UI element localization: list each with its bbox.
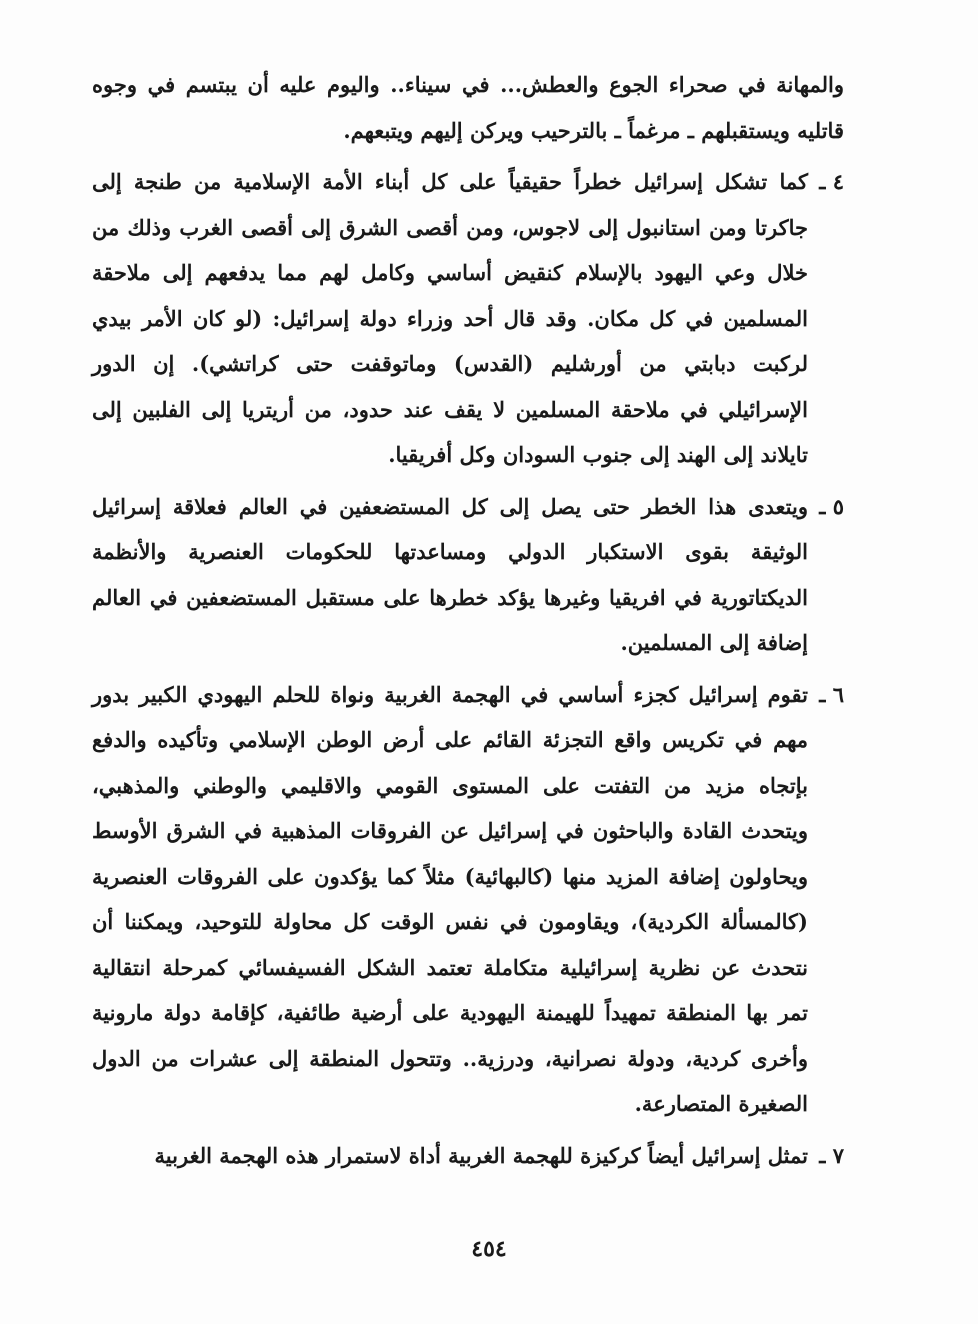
item-number: ٧ ـ xyxy=(819,1142,844,1168)
list-item-6 xyxy=(92,672,844,1127)
list-item-4 xyxy=(92,159,844,478)
body-text xyxy=(92,62,844,1178)
item-text: كما تشكل إسرائيل خطراً حقيقياً على كل أبناء الأمة الإسلامية من طنجة إلى جاكرتا ومن استانبول إلى لاجوس، ومن أقصى الشرق إلى أقصى الغرب وذلك من خلال وعي اليهود بالإسلام كنقيض أساسي وكامل لهم مما يدفعهم إلى ملاحقة المسلمين في كل مكان. وقد قال أحد وزراء دولة إسرائيل: (لو كان الأمر بيدي لركبت دبابتي من أورشليم (القدس) وماتوقفت حتى كراتشي). إن الدور الإسرائيلي في ملاحقة المسلمين لا يقف عند حدود، من أريتريا إلى الفلبين إلى تايلاند إلى الهند إلى جنوب السودان وكل أفريقيا. xyxy=(92,169,808,467)
item-number: ٤ ـ xyxy=(819,169,844,194)
item-text: ويتعدى هذا الخطر حتى يصل إلى كل المستضعفين في العالم فعلاقة إسرائيل الوثيقة بقوى الاستكبار الدولي ومساعدتها للحكومات العنصرية والأنظمة الديكتاتورية في افريقيا وغيرها يؤكد خطرها على مستقبل المستضعفين في العالم إضافة إلى المسلمين. xyxy=(92,493,808,655)
list-item-5 xyxy=(92,484,844,666)
item-number: ٥ ـ xyxy=(819,493,844,519)
item-text: تمثل إسرائيل أيضاً كركيزة للهجمة الغربية أداة لاستمرار هذه الهجمة الغربية xyxy=(154,1142,808,1168)
intro-paragraph: والمهانة في صحراء الجوع والعطش... في سيناء.. واليوم عليه أن يبتسم في وجوه قاتليه ويستقبلهم ـ مرغماً ـ بالترحيب ويركن إليهم ويتبعهم. xyxy=(92,72,844,143)
item-number: ٦ ـ xyxy=(819,681,844,707)
list-item-7 xyxy=(92,1133,844,1179)
item-text: تقوم إسرائيل كجزء أساسي في الهجمة الغربية ونواة للحلم اليهودي الكبير بدور مهم في تكريس واقع التجزئة القائم على أرض الوطن الإسلامي وتأكيده والدفع بإتجاه مزيد من التفتت على المستوى القومي والاقليمي والوطني والمذهبي، ويتحدث القادة والباحثون في إسرائيل عن الفروقات المذهبية في الشرق الأوسط ويحاولون إضافة المزيد منها (كالبهائية) مثلاً كما يؤكدون على الفروقات العنصرية (كالمسألة الكردية)، ويقاومون في نفس الوقت كل محاولة للتوحيد، ويمكننا أن نتحدث عن نظرية إسرائيلية متكاملة تعتمد الشكل الفسيفسائي كمرحلة انتقالية تمر بها المنطقة تمهيداً للهيمنة اليهودية على أرضية طائفية، كإقامة دولة مارونية وأخرى كردية، ودولة نصرانية، ودرزية.. وتتحول المنطقة إلى عشرات من الدول الصغيرة المتصارعة. xyxy=(92,681,808,1116)
page-number: ٤٥٤ xyxy=(471,1236,507,1262)
